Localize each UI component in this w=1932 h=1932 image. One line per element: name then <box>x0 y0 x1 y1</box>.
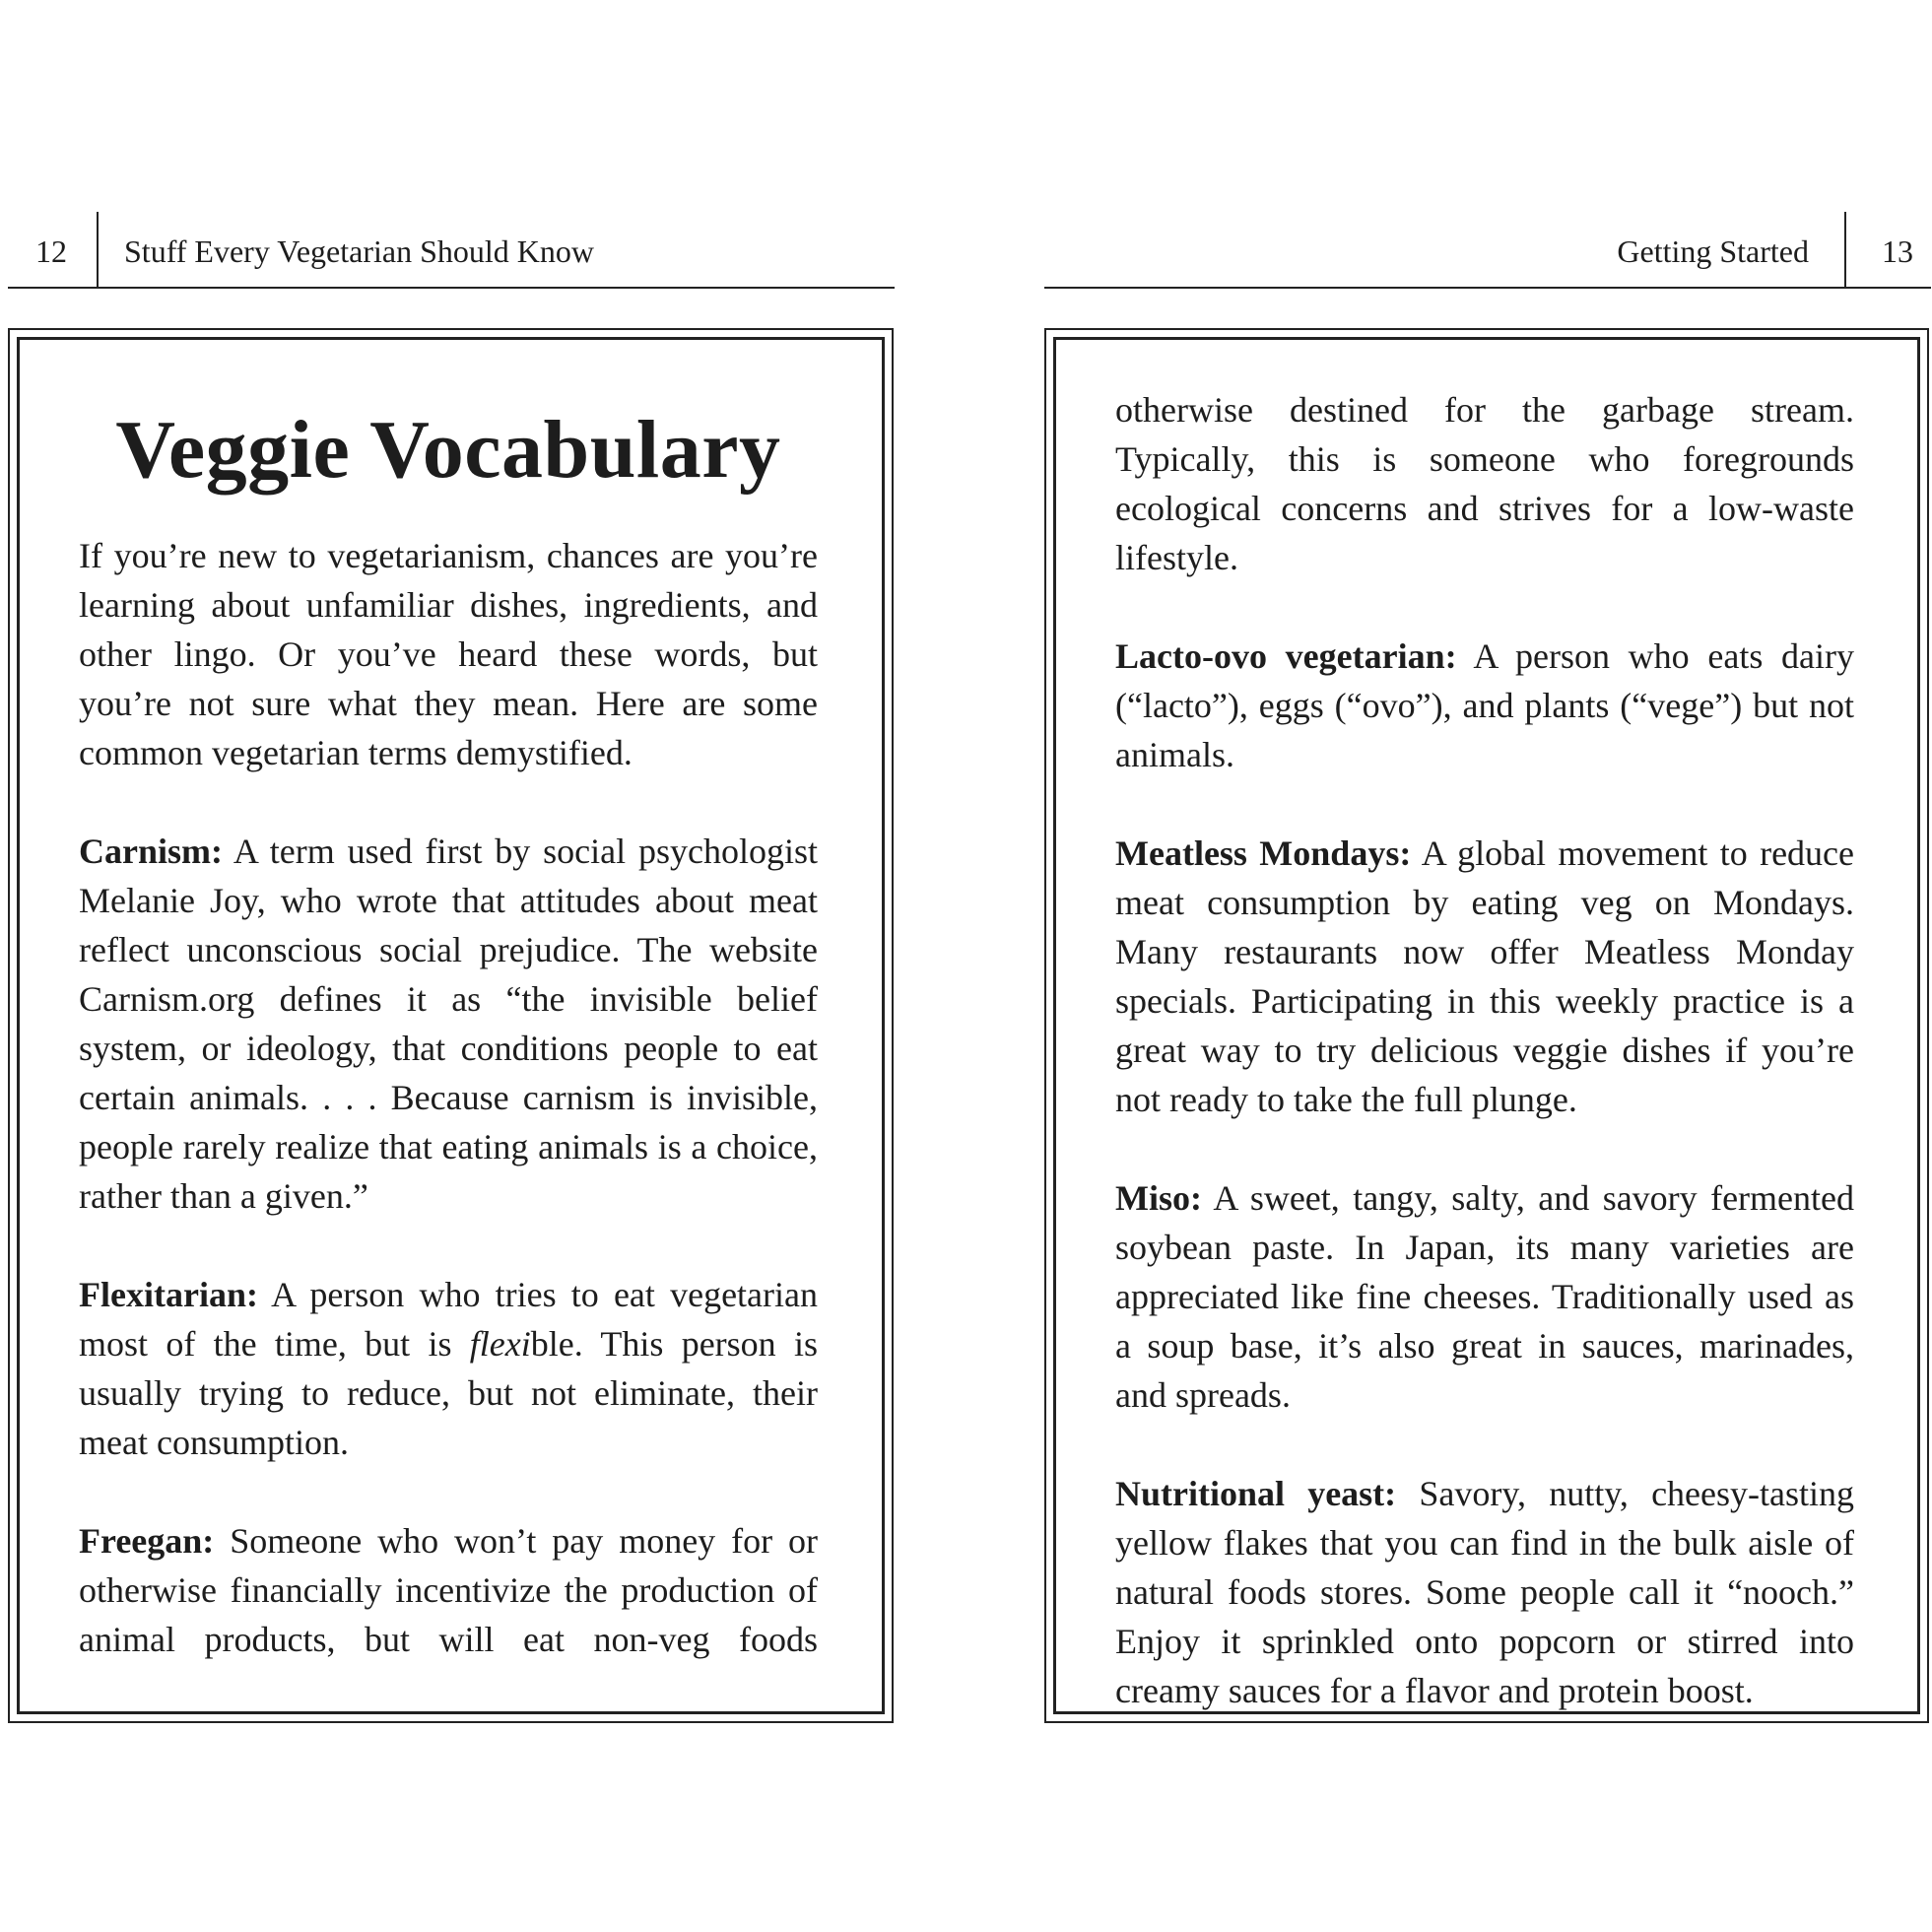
entry-definition-part: ble. This person is usually trying to reduce, but not eliminate, their meat consumption. <box>79 1324 818 1462</box>
entry-definition-italic: flexi <box>469 1324 531 1364</box>
entry-term: Miso: <box>1115 1178 1202 1218</box>
entry-term: Freegan: <box>79 1521 215 1561</box>
entry-meatless-mondays <box>1115 829 1854 1124</box>
entry-nutritional-yeast <box>1115 1469 1854 1715</box>
entry-term: Nutritional yeast: <box>1115 1474 1397 1513</box>
entry-definition: Someone who won’t pay money for or otherwise financially incentivize the production of animal products, but will eat non-veg foods <box>79 1521 818 1659</box>
header-divider <box>1844 212 1846 287</box>
entry-lacto-ovo <box>1115 632 1854 779</box>
entry-definition: A term used first by social psychologist Melanie Joy, who wrote that attitudes about meat reflect unconscious social prejudice. The website Carnism.org defines it as “the invisible belief system, or ideology, that conditions people to eat certain animals. . . . Because carnism is invisible, people rarely realize that eating animals is a choice, rather than a given.” <box>79 832 819 1216</box>
entry-term: Carnism: <box>79 832 223 871</box>
header-divider <box>97 212 99 287</box>
left-page-content <box>79 401 818 1664</box>
continuation-paragraph: otherwise destined for the garbage stream. Typically, this is someone who foregrounds ecological concerns and strives for a low-waste lifestyle. <box>1115 390 1854 577</box>
right-page-content <box>1115 385 1854 1765</box>
right-running-head: Getting Started <box>1617 233 1809 269</box>
intro-paragraph: If you’re new to vegetarianism, chances are you’re learning about unfamiliar dishes, ingredients, and other lingo. Or you’ve heard these words, but you’re not sure what they mean. Here are some common vegetarian terms demystified. <box>79 536 818 772</box>
entry-definition: A person who eats dairy (“lacto”), eggs (“ovo”), and plants (“vege”) but not animals. <box>1115 636 1854 774</box>
right-page-number: 13 <box>1882 233 1913 269</box>
entry-term: Lacto-ovo vegetarian: <box>1115 636 1457 676</box>
entry-term: Meatless Mondays: <box>1115 833 1412 873</box>
left-page-frame <box>8 328 894 1723</box>
entry-definition: A global movement to reduce meat consumption by eating veg on Mondays. Many restaurants now offer Meatless Monday specials. Participating in this weekly practice is a great way to try delicious veggie dishes if you’re not ready to take the full plunge. <box>1115 833 1855 1119</box>
entry-carnism <box>79 827 818 1221</box>
entry-miso <box>1115 1173 1854 1420</box>
left-page-number: 12 <box>35 233 67 269</box>
entry-freegan <box>79 1516 818 1664</box>
right-page-frame <box>1044 328 1929 1723</box>
right-page-header <box>1044 212 1931 289</box>
page-title: Veggie Vocabulary <box>115 404 781 496</box>
entry-definition: Savory, nutty, cheesy-tasting yellow flakes that you can find in the bulk aisle of natural foods stores. Some people call it “nooch.” Enjoy it sprinkled onto popcorn or stirred into creamy sauces for a flavor and protein boost. <box>1115 1474 1855 1710</box>
entry-term: Flexitarian: <box>79 1275 258 1314</box>
left-running-head: Stuff Every Vegetarian Should Know <box>124 233 594 269</box>
left-page-header <box>8 212 895 289</box>
entry-flexitarian <box>79 1270 818 1467</box>
entry-definition-part: A person who tries to eat vegetarian most of the time, but is <box>79 1275 818 1364</box>
entry-definition: A sweet, tangy, salty, and savory fermented soybean paste. In Japan, its many varieties are appreciated like fine cheeses. Traditionally used as a soup base, it’s also great in sauces, marinades, and spreads. <box>1115 1178 1854 1415</box>
